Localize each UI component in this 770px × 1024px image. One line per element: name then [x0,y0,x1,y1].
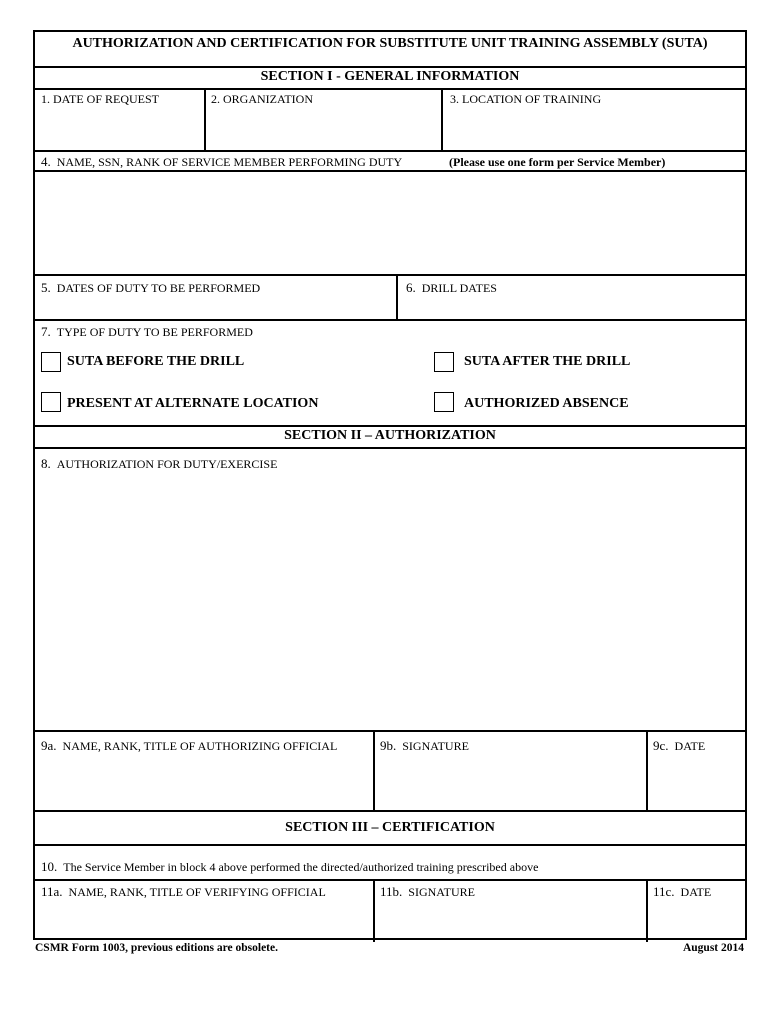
form-footer-right: August 2014 [682,942,744,954]
authorized-absence-label: AUTHORIZED ABSENCE [464,396,629,411]
field-9a-label [41,738,337,754]
field-number: 11b. [380,884,403,899]
field-number: 2. [211,92,220,106]
field-number: 9b. [380,738,397,753]
suta-form [33,30,747,940]
field-label: AUTHORIZATION FOR DUTY/EXERCISE [56,457,278,471]
section-3-heading: SECTION III – CERTIFICATION [285,820,495,835]
field-4-label [41,154,402,170]
field-6-label [406,280,497,296]
field-10-label [41,859,538,875]
field-3-label [450,92,601,107]
field-number: 9c. [653,738,669,753]
field-number: 1. [41,92,50,106]
field-11b-label [380,884,475,900]
field-label: LOCATION OF TRAINING [462,92,602,106]
divider [35,810,745,812]
field-number: 9a. [41,738,57,753]
field-number: 10. [41,859,58,874]
field-label: NAME, RANK, TITLE OF VERIFYING OFFICIAL [68,885,326,899]
field-label: DRILL DATES [421,281,497,295]
field-11c-label [653,884,711,900]
field-number: 5. [41,280,51,295]
divider [35,66,745,68]
alternate-location-label: PRESENT AT ALTERNATE LOCATION [67,396,319,411]
form-title: AUTHORIZATION AND CERTIFICATION FOR SUBSTITUTE UNIT TRAINING ASSEMBLY (SUTA) [72,36,708,51]
field-label: ORGANIZATION [223,92,313,106]
field-5-label [41,280,260,296]
divider [646,730,648,810]
alternate-location-checkbox[interactable] [41,392,61,412]
divider [35,170,745,172]
suta-before-checkbox[interactable] [41,352,61,372]
field-label: DATE [680,885,712,899]
field-number: 6. [406,280,416,295]
divider [35,879,745,881]
field-number: 3. [450,92,459,106]
field-8-label [41,456,277,472]
field-9c-label [653,738,705,754]
divider [441,88,443,150]
divider [35,447,745,449]
suta-before-label: SUTA BEFORE THE DRILL [67,354,245,369]
divider [35,88,745,90]
field-label: The Service Member in block 4 above performed the directed/authorized training prescribed above [63,860,539,874]
field-label: SIGNATURE [402,739,469,753]
divider [373,879,375,942]
divider [646,879,648,942]
form-footer-left: CSMR Form 1003, previous editions are obsolete. [35,942,278,954]
field-number: 8. [41,456,51,471]
field-label: DATES OF DUTY TO BE PERFORMED [56,281,261,295]
divider [35,274,745,276]
field-label: TYPE OF DUTY TO BE PERFORMED [56,325,253,339]
divider [35,730,745,732]
divider [204,88,206,150]
field-7-label [41,324,253,340]
field-label: DATE [674,739,706,753]
divider [35,150,745,152]
divider [396,274,398,319]
field-number: 11a. [41,884,63,899]
divider [35,425,745,427]
divider [373,730,375,810]
field-label: DATE OF REQUEST [53,92,160,106]
section-2-heading: SECTION II – AUTHORIZATION [284,428,496,443]
field-2-label [211,92,313,107]
field-label: NAME, SSN, RANK OF SERVICE MEMBER PERFORMING DUTY [56,155,403,169]
field-number: 11c. [653,884,675,899]
field-1-label [41,92,159,107]
field-4-note: (Please use one form per Service Member) [449,155,666,169]
divider [35,319,745,321]
suta-after-label: SUTA AFTER THE DRILL [464,354,631,369]
authorized-absence-checkbox[interactable] [434,392,454,412]
suta-after-checkbox[interactable] [434,352,454,372]
section-1-heading: SECTION I - GENERAL INFORMATION [260,69,520,84]
field-label: SIGNATURE [408,885,475,899]
field-9b-label [380,738,469,754]
divider [35,844,745,846]
field-number: 7. [41,324,51,339]
field-11a-label [41,884,326,900]
field-label: NAME, RANK, TITLE OF AUTHORIZING OFFICIAL [62,739,338,753]
field-number: 4. [41,154,51,169]
